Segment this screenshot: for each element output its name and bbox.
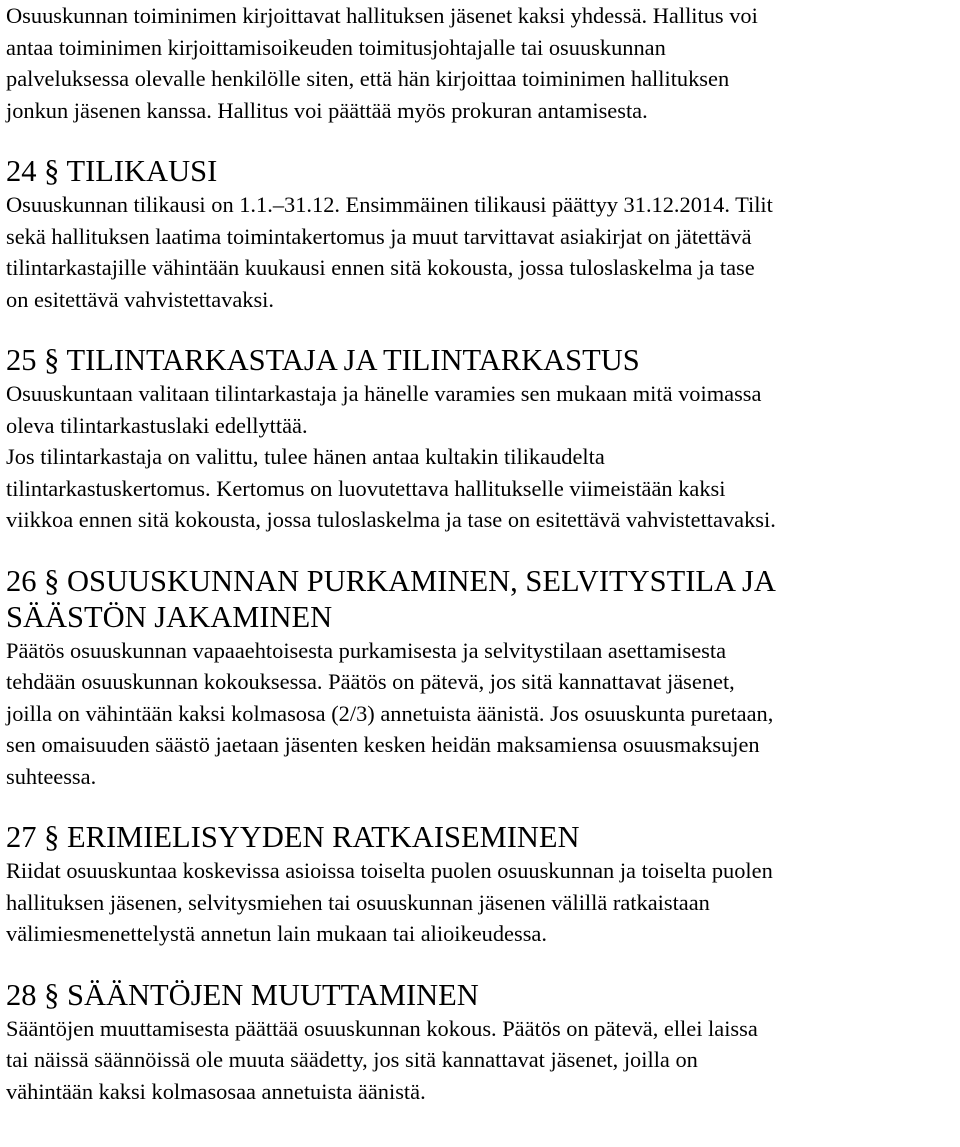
text-line: Riidat osuuskuntaa koskevissa asioissa toiselta puolen osuuskunnan ja toiselta puolen	[6, 858, 773, 883]
intro-paragraph	[6, 0, 958, 126]
text-line: Päätös osuuskunnan vapaaehtoisesta purkamisesta ja selvitystilaan asettamisesta	[6, 637, 727, 663]
section-heading: SÄÄSTÖN JAKAMINEN	[6, 599, 333, 634]
section-26	[6, 563, 958, 793]
text-line: Jos tilintarkastaja on valittu, tulee hänen antaa kultakin tilikaudelta	[6, 444, 605, 469]
text-line: tilintarkastajille vähintään kuukausi ennen sitä kokousta, jossa tuloslaskelma ja tase	[6, 255, 755, 280]
section-27	[6, 819, 958, 950]
text-line: välimiesmenettelystä annetun lain mukaan tai alioikeudessa.	[6, 921, 547, 946]
text-line: sekä hallituksen laatima toimintakertomus ja muut tarvittavat asiakirjat on jätettävä	[6, 223, 752, 249]
text-line: Sääntöjen muuttamisesta päättää osuuskunnan kokous. Päätös on pätevä, ellei laissa	[6, 1015, 758, 1041]
section-heading: 26 § OSUUSKUNNAN PURKAMINEN, SELVITYSTILA JA	[6, 563, 776, 598]
section-28	[6, 977, 958, 1108]
text-line: hallituksen jäsenen, selvitysmiehen tai osuuskunnan jäsenen välillä ratkaistaan	[6, 889, 710, 915]
text-line: oleva tilintarkastuslaki edellyttää.	[6, 412, 308, 438]
section-24	[6, 153, 958, 315]
section-heading: 24 § TILIKAUSI	[6, 154, 218, 188]
text-line: sen omaisuuden säästö jaetaan jäsenten kesken heidän maksamiensa osuusmaksujen	[6, 732, 760, 757]
section-heading: 25 § TILINTARKASTAJA JA TILINTARKASTUS	[6, 343, 640, 377]
section-25	[6, 342, 958, 536]
section-heading: 28 § SÄÄNTÖJEN MUUTTAMINEN	[6, 977, 479, 1012]
section-heading: 27 § ERIMIELISYYDEN RATKAISEMINEN	[6, 820, 580, 854]
text-line: Osuuskuntaan valitaan tilintarkastaja ja hänelle varamies sen mukaan mitä voimassa	[6, 381, 762, 406]
text-line: antaa toiminimen kirjoittamisoikeuden toimitusjohtajalle tai osuuskunnan	[6, 34, 666, 60]
text-line: tehdään osuuskunnan kokouksessa. Päätös on pätevä, jos sitä kannattavat jäsenet,	[6, 669, 735, 694]
text-line: tai näissä säännöissä ole muuta säädetty, jos sitä kannattavat jäsenet, joilla on	[6, 1047, 698, 1072]
text-line: Osuuskunnan tilikausi on 1.1.–31.12. Ensimmäinen tilikausi päättyy 31.12.2014. Tilit	[6, 192, 773, 217]
text-line: jonkun jäsenen kanssa. Hallitus voi päättää myös prokuran antamisesta.	[6, 97, 648, 123]
document-page	[6, 0, 958, 1107]
text-line: vähintään kaksi kolmasosaa annetuista äänistä.	[6, 1078, 426, 1104]
text-line: Osuuskunnan toiminimen kirjoittavat hallituksen jäsenet kaksi yhdessä. Hallitus voi	[6, 3, 758, 28]
text-line: viikkoa ennen sitä kokousta, jossa tuloslaskelma ja tase on esitettävä vahvistettavaksi.	[6, 507, 776, 532]
text-line: on esitettävä vahvistettavaksi.	[6, 286, 274, 312]
text-line: joilla on vähintään kaksi kolmasosa (2/3) annetuista äänistä. Jos osuuskunta puretaan,	[6, 700, 774, 726]
text-line: tilintarkastuskertomus. Kertomus on luovutettava hallitukselle viimeistään kaksi	[6, 475, 726, 501]
text-line: palveluksessa olevalle henkilölle siten, että hän kirjoittaa toiminimen hallituksen	[6, 66, 730, 91]
text-line: suhteessa.	[6, 763, 97, 789]
